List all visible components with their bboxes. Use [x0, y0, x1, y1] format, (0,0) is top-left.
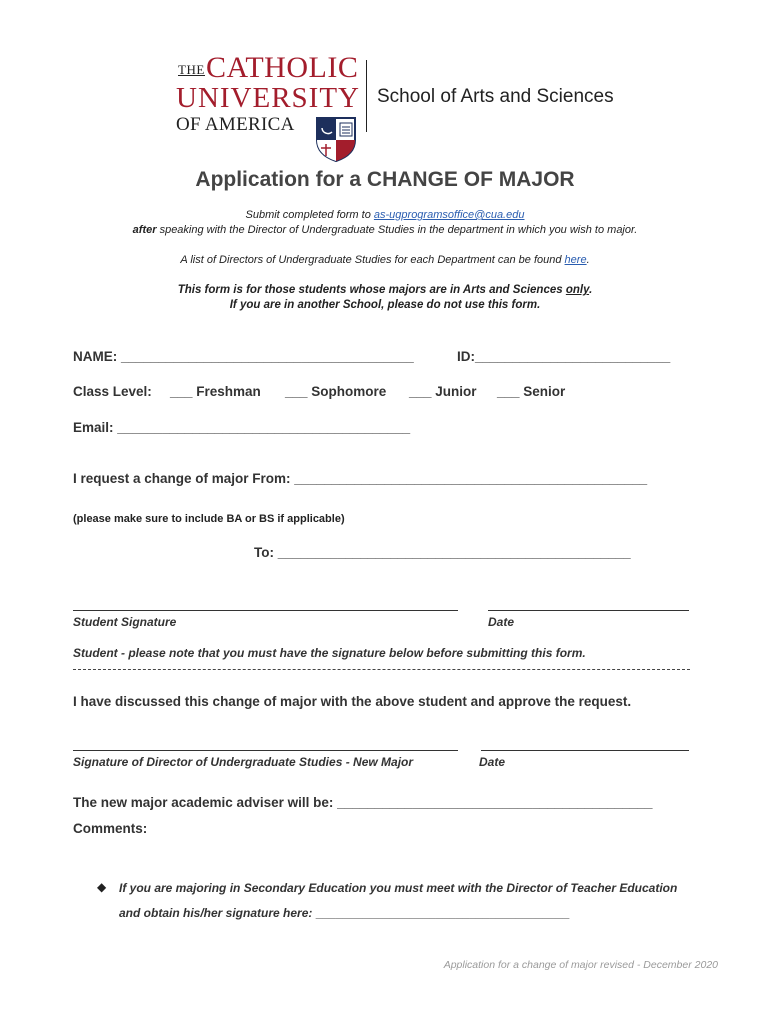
id-field[interactable]: [457, 349, 670, 364]
director-date-label: Date: [479, 755, 506, 769]
scope-only: only: [565, 284, 590, 296]
class-option-freshman[interactable]: ___ Freshman: [170, 384, 261, 399]
logo-divider: [366, 60, 367, 132]
director-signature-line[interactable]: [73, 750, 458, 751]
major-to-label: To:: [254, 545, 278, 560]
submit-instruction: [0, 209, 770, 221]
major-to-blank[interactable]: _______________________________________________: [277, 545, 631, 560]
education-note-line-1: If you are majoring in Secondary Education you must meet with the Director of Teacher Education: [119, 881, 678, 895]
directors-list-instruction: [0, 254, 770, 266]
student-date-line[interactable]: [488, 610, 689, 611]
id-label: ID:: [457, 349, 475, 364]
list-prefix: A list of Directors of Undergraduate Studies for each Department can be found: [180, 254, 565, 266]
name-blank[interactable]: _______________________________________: [121, 349, 414, 364]
name-field[interactable]: [73, 349, 414, 364]
list-suffix: .: [586, 254, 590, 266]
director-signature-label: Signature of Director of Undergraduate Studies - New Major: [73, 755, 414, 769]
education-note-line-2[interactable]: [119, 906, 569, 920]
email-label: Email:: [73, 420, 118, 435]
adviser-label: The new major academic adviser will be:: [73, 795, 338, 810]
school-name: School of Arts and Sciences: [377, 86, 614, 107]
scope-line-1: [0, 284, 770, 296]
scope-suffix: .: [589, 284, 593, 296]
name-label: NAME:: [73, 349, 121, 364]
comments-label: Comments:: [73, 821, 148, 836]
email-field[interactable]: [73, 420, 410, 435]
major-from-field[interactable]: [73, 471, 647, 486]
education-signature-blank[interactable]: ______________________________________: [315, 906, 570, 920]
student-date-label: Date: [488, 615, 515, 629]
after-word: after: [132, 224, 157, 236]
submit-prefix: Submit completed form to: [245, 209, 374, 221]
directors-list-link[interactable]: here: [564, 254, 587, 266]
adviser-field[interactable]: [73, 795, 652, 810]
major-to-field[interactable]: [254, 545, 631, 560]
class-option-senior[interactable]: ___ Senior: [497, 384, 566, 399]
class-option-junior[interactable]: ___ Junior: [409, 384, 477, 399]
class-option-sophomore[interactable]: ___ Sophomore: [285, 384, 387, 399]
submit-email-link[interactable]: as-ugprogramsoffice@cua.edu: [373, 209, 525, 221]
director-statement: I have discussed this change of major with the above student and approve the request.: [73, 694, 632, 709]
student-signature-line[interactable]: [73, 610, 458, 611]
revision-footer: Application for a change of major revised - December 2020: [443, 959, 718, 971]
logo-of-america-text: OF AMERICA: [176, 114, 295, 135]
university-crest-icon: [315, 116, 357, 162]
director-date-line[interactable]: [481, 750, 689, 751]
diamond-bullet-icon: ◆: [97, 880, 107, 894]
logo-catholic-text: CATHOLIC: [206, 51, 359, 84]
after-rest: speaking with the Director of Undergraduate Studies in the department in which you wish to major.: [156, 224, 638, 236]
scope-prefix: This form is for those students whose majors are in Arts and Sciences: [177, 284, 566, 296]
major-from-blank[interactable]: _______________________________________________: [294, 471, 648, 486]
student-signature-label: Student Signature: [73, 615, 177, 629]
section-divider: [73, 669, 690, 670]
page-title: Application for a CHANGE OF MAJOR: [195, 168, 575, 191]
logo-the-text: THE: [178, 62, 205, 77]
ba-bs-note: (please make sure to include BA or BS if applicable): [73, 513, 345, 525]
logo-university-text: UNIVERSITY: [176, 82, 360, 114]
education-signature-label: and obtain his/her signature here:: [119, 906, 316, 920]
class-level-label: Class Level:: [73, 384, 152, 399]
student-note: Student - please note that you must have the signature below before submitting this form.: [73, 646, 586, 660]
id-blank[interactable]: __________________________: [475, 349, 671, 364]
email-blank[interactable]: _______________________________________: [117, 420, 411, 435]
major-from-label: I request a change of major From:: [73, 471, 295, 486]
scope-line-2: If you are in another School, please do not use this form.: [229, 299, 541, 311]
after-instruction: [0, 224, 770, 236]
adviser-blank[interactable]: __________________________________________: [337, 795, 653, 810]
